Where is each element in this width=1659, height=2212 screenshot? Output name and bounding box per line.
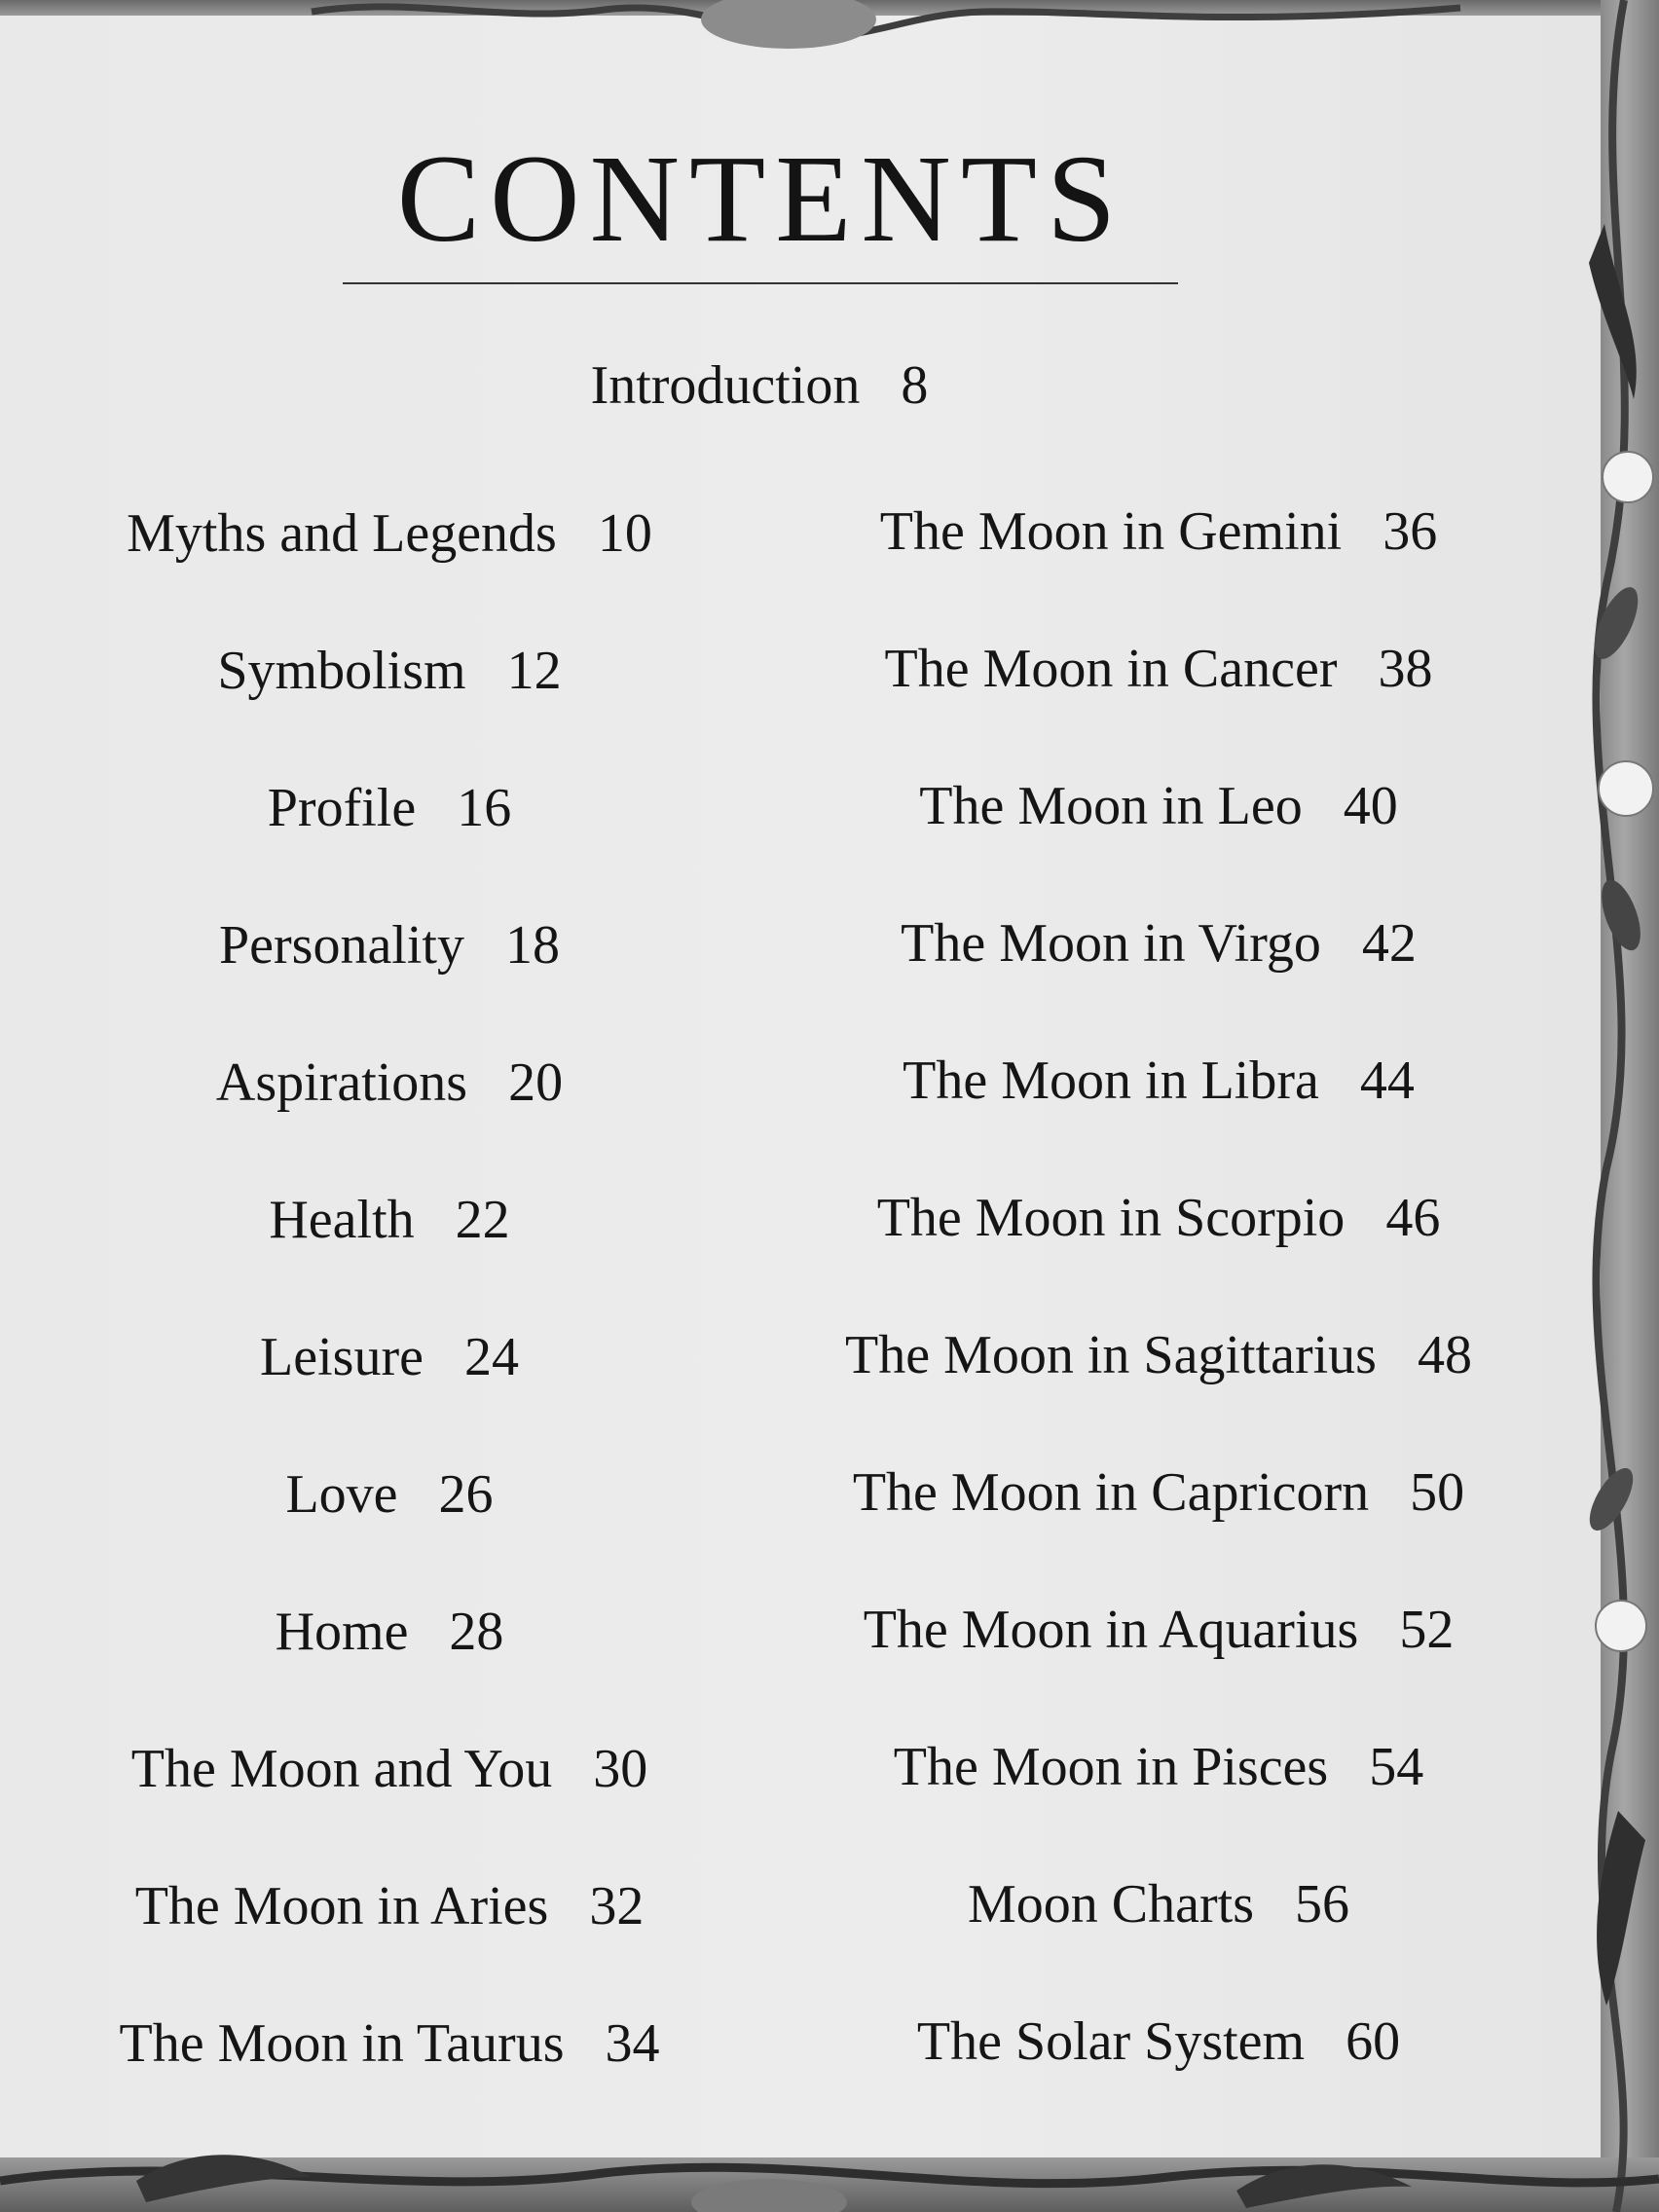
toc-entry-title: Profile [267, 778, 417, 838]
toc-entry-title: The Moon in Pisces [893, 1737, 1329, 1797]
toc-entry-title: The Solar System [916, 2011, 1306, 2072]
toc-page-number: 10 [597, 503, 652, 564]
toc-entry [58, 641, 720, 701]
toc-page-number: 48 [1417, 1325, 1472, 1385]
toc-page-number: 20 [508, 1052, 564, 1113]
toc-entry [759, 1325, 1558, 1385]
toc-page-number: 24 [463, 1327, 519, 1387]
toc-entry [759, 1188, 1558, 1248]
toc-page-number: 32 [589, 1876, 645, 1936]
toc-entry-title: The Moon in Cancer [884, 639, 1338, 699]
toc-entry-title: Personality [219, 915, 464, 976]
toc-entry [58, 1602, 720, 1662]
toc-page-number: 38 [1378, 639, 1433, 699]
toc-entry-introduction [487, 355, 1032, 416]
toc-page-number: 42 [1361, 913, 1417, 974]
toc-entry-title: Moon Charts [968, 1874, 1254, 1935]
toc-entry-title: The Moon and You [130, 1739, 553, 1799]
toc-page-number: 28 [449, 1602, 504, 1662]
toc-entry-title: The Moon in Aquarius [863, 1600, 1359, 1660]
toc-entry [58, 1464, 720, 1525]
toc-page-number: 60 [1346, 2011, 1401, 2072]
toc-page-number: 34 [605, 2013, 660, 2074]
toc-entry-title: Love [285, 1464, 398, 1525]
toc-page-number: 12 [506, 641, 562, 701]
toc-entry [759, 913, 1558, 974]
toc-page-number: 52 [1399, 1600, 1455, 1660]
toc-entry [759, 776, 1558, 836]
toc-entry [58, 2013, 720, 2074]
toc-entry [759, 1051, 1558, 1111]
toc-entry [759, 639, 1558, 699]
toc-page-number: 40 [1343, 776, 1398, 836]
toc-page-number: 18 [504, 915, 560, 976]
toc-page-number: 8 [901, 355, 929, 416]
toc-entry-title: The Moon in Aries [134, 1876, 549, 1936]
toc-entry-title: Aspirations [215, 1052, 468, 1113]
toc-entry-title: Leisure [260, 1327, 424, 1387]
toc-entry [58, 778, 720, 838]
toc-entry-title: The Moon in Gemini [879, 501, 1343, 562]
toc-entry [759, 2011, 1558, 2072]
toc-entry-title: Health [269, 1190, 415, 1250]
toc-entry [58, 1876, 720, 1936]
toc-entry [58, 1327, 720, 1387]
toc-entry-title: Introduction [590, 355, 861, 416]
toc-page-number: 54 [1369, 1737, 1424, 1797]
toc-entry-title: The Moon in Leo [919, 776, 1303, 836]
toc-entry [58, 503, 720, 564]
toc-page-number: 22 [455, 1190, 510, 1250]
toc-entry-title: The Moon in Scorpio [876, 1188, 1346, 1248]
toc-entry-title: Myths and Legends [127, 503, 557, 564]
title-underline [343, 282, 1178, 284]
toc-page-number: 56 [1295, 1874, 1349, 1935]
toc-entry [759, 1737, 1558, 1797]
toc-entry [759, 1462, 1558, 1523]
toc-page-number: 26 [438, 1464, 494, 1525]
toc-page-number: 44 [1359, 1051, 1415, 1111]
toc-entry [759, 1600, 1558, 1660]
toc-page-number: 30 [593, 1739, 648, 1799]
toc-entry-title: Symbolism [217, 641, 466, 701]
toc-page-number: 46 [1385, 1188, 1441, 1248]
toc-entry-title: The Moon in Sagittarius [845, 1325, 1377, 1385]
toc-page-number: 50 [1410, 1462, 1465, 1523]
toc-entry [58, 1739, 720, 1799]
toc-entry [58, 1052, 720, 1113]
toc-entry [58, 1190, 720, 1250]
toc-page-number: 36 [1382, 501, 1438, 562]
toc-entry-title: Home [275, 1602, 409, 1662]
toc-entry [58, 915, 720, 976]
toc-entry-title: The Moon in Taurus [119, 2013, 565, 2074]
toc-entry [759, 501, 1558, 562]
toc-page-number: 16 [457, 778, 512, 838]
page-title: CONTENTS [396, 129, 1126, 268]
toc-entry-title: The Moon in Libra [903, 1051, 1319, 1111]
toc-entry [759, 1874, 1558, 1935]
toc-entry-title: The Moon in Capricorn [852, 1462, 1370, 1523]
toc-entry-title: The Moon in Virgo [901, 913, 1321, 974]
